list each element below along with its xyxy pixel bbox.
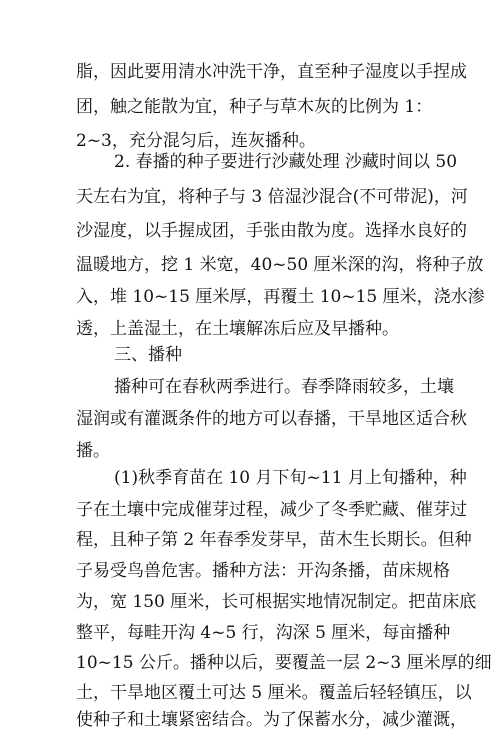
text-line: 使种子和土壤紧密结合。为了保蓄水分，减少灌溉， [76,710,467,730]
text-line: 2~3，充分混匀后，连灰播种。 [76,131,316,151]
text-line: 团，触之能散为宜，种子与草木灰的比例为 1： [76,97,433,117]
text-line: 沙湿度，以手握成团，手张由散为度。选择水良好的 [76,221,467,241]
text-line: 整平，每畦开沟 4~5 行，沟深 5 厘米，每亩播种 [76,623,451,643]
text-line: 播种可在春秋两季进行。春季降雨较多，土壤 [114,377,454,397]
text-line: 10~15 公斤。播种以后，要覆盖一层 2~3 厘米厚的细 [76,653,492,673]
text-line: 入，堆 10~15 厘米厚，再覆土 10~15 厘米，浇水渗 [76,287,485,307]
text-line: 天左右为宜，将种子与 3 倍湿沙混合(不可带泥)，河 [76,187,468,207]
text-line: 子易受鸟兽危害。播种方法：开沟条播，苗床规格 [76,561,450,581]
section-heading: 三、播种 [114,345,182,365]
text-line: 为，宽 150 厘米，长可根据实地情况制定。把苗床底 [76,592,477,612]
text-line: 脂，因此要用清水冲洗干净，直至种子湿度以手捏成 [76,62,467,82]
text-line: 播。 [76,441,110,461]
text-line: 透，上盖湿土，在土壤解冻后应及早播种。 [76,319,399,339]
text-line: 土，干旱地区覆土可达 5 厘米。覆盖后轻轻镇压，以 [76,683,472,703]
text-line: 程，且种子第 2 年春季发芽早，苗木生长期长。但种 [76,530,472,550]
text-line: (1)秋季育苗在 10 月下旬~11 月上旬播种，种 [114,468,467,488]
text-line: 子在土壤中完成催芽过程，减少了冬季贮藏、催芽过 [76,500,467,520]
text-line: 湿润或有灌溉条件的地方可以春播，干旱地区适合秋 [76,409,467,429]
text-line: 温暖地方，挖 1 米宽，40~50 厘米深的沟，将种子放 [76,255,484,275]
text-line: 2. 春播的种子要进行沙藏处理 沙藏时间以 50 [114,152,458,172]
